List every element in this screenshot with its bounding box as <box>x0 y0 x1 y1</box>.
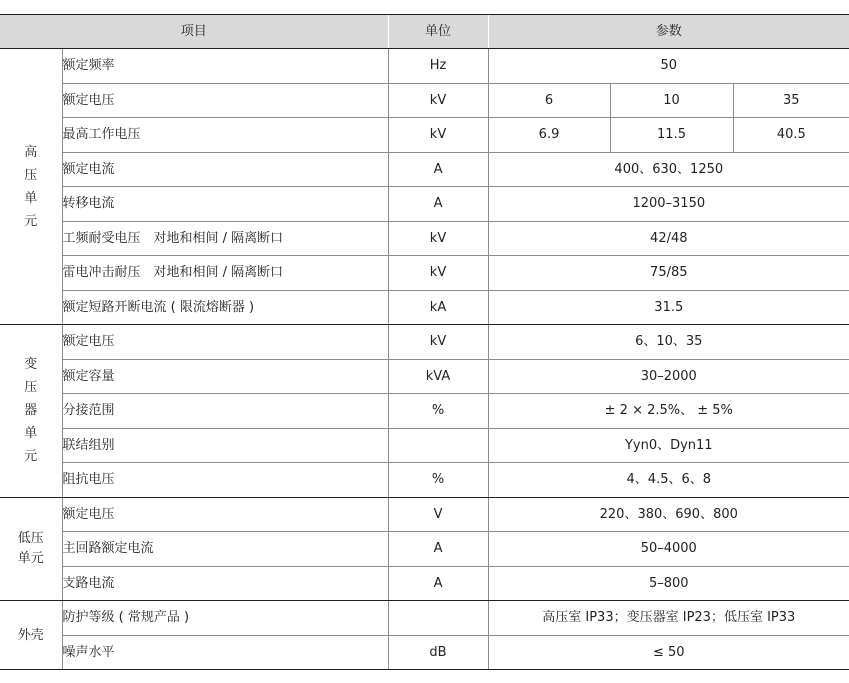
row-unit: kV <box>388 118 488 153</box>
row-unit: A <box>388 566 488 601</box>
table-row <box>0 601 849 636</box>
row-param-10kv: 10 <box>610 83 733 118</box>
row-unit: kV <box>388 256 488 291</box>
row-item: 防护等级 ( 常规产品 ) <box>62 601 388 636</box>
table-row <box>0 152 849 187</box>
table-row <box>0 359 849 394</box>
row-param: 50–4000 <box>488 532 849 567</box>
table-row <box>0 83 849 118</box>
row-param-10kv: 11.5 <box>610 118 733 153</box>
table-row <box>0 463 849 498</box>
row-unit: kV <box>388 325 488 360</box>
row-unit: A <box>388 152 488 187</box>
row-unit: kV <box>388 83 488 118</box>
row-item: 工频耐受电压 对地和相间 / 隔离断口 <box>62 221 388 256</box>
row-param: ≤ 50 <box>488 635 849 670</box>
table-row <box>0 256 849 291</box>
row-unit <box>388 428 488 463</box>
table-row <box>0 221 849 256</box>
row-unit: kVA <box>388 359 488 394</box>
header-item: 项目 <box>0 15 388 49</box>
table-row <box>0 118 849 153</box>
row-item: 支路电流 <box>62 566 388 601</box>
row-unit: Hz <box>388 49 488 84</box>
row-item: 额定电压 <box>62 83 388 118</box>
row-item: 雷电冲击耐压 对地和相间 / 隔离断口 <box>62 256 388 291</box>
row-param-6kv: 6.9 <box>488 118 610 153</box>
row-item: 额定电压 <box>62 325 388 360</box>
row-item: 主回路额定电流 <box>62 532 388 567</box>
row-param: ± 2 × 2.5%、 ± 5% <box>488 394 849 429</box>
row-param: 高压室 IP33；变压器室 IP23；低压室 IP33 <box>488 601 849 636</box>
group-label-shell: 外壳 <box>0 601 62 670</box>
row-unit: A <box>388 187 488 222</box>
row-param: 1200–3150 <box>488 187 849 222</box>
row-unit: % <box>388 394 488 429</box>
row-param: 31.5 <box>488 290 849 325</box>
row-param: 50 <box>488 49 849 84</box>
table-row <box>0 325 849 360</box>
row-param: 5–800 <box>488 566 849 601</box>
row-param: 75/85 <box>488 256 849 291</box>
row-unit: A <box>388 532 488 567</box>
header-unit: 单位 <box>388 15 488 49</box>
group-label-hv: 高压单元 <box>0 49 62 325</box>
row-item: 额定容量 <box>62 359 388 394</box>
row-item: 额定频率 <box>62 49 388 84</box>
row-item: 噪声水平 <box>62 635 388 670</box>
row-param: 6、10、35 <box>488 325 849 360</box>
row-item: 分接范围 <box>62 394 388 429</box>
row-param-35kv: 40.5 <box>733 118 849 153</box>
table-row <box>0 635 849 670</box>
table-row <box>0 497 849 532</box>
table-row <box>0 394 849 429</box>
group-label-transformer: 变压器单元 <box>0 325 62 498</box>
row-item: 额定电流 <box>62 152 388 187</box>
row-param-6kv: 6 <box>488 83 610 118</box>
row-param: 30–2000 <box>488 359 849 394</box>
header-param: 参数 <box>488 15 849 49</box>
row-unit: % <box>388 463 488 498</box>
table-row <box>0 532 849 567</box>
row-item: 额定短路开断电流 ( 限流熔断器 ) <box>62 290 388 325</box>
row-item: 阻抗电压 <box>62 463 388 498</box>
row-param-35kv: 35 <box>733 83 849 118</box>
row-item: 最高工作电压 <box>62 118 388 153</box>
row-item: 联结组别 <box>62 428 388 463</box>
table-row <box>0 290 849 325</box>
table-row <box>0 49 849 84</box>
row-unit: kV <box>388 221 488 256</box>
table-row <box>0 566 849 601</box>
row-item: 额定电压 <box>62 497 388 532</box>
row-item: 转移电流 <box>62 187 388 222</box>
table-row <box>0 428 849 463</box>
row-unit: kA <box>388 290 488 325</box>
row-param: Yyn0、Dyn11 <box>488 428 849 463</box>
spec-table <box>0 14 849 670</box>
row-unit <box>388 601 488 636</box>
table-header-row <box>0 15 849 49</box>
group-label-lv: 低压单元 <box>0 497 62 601</box>
row-unit: dB <box>388 635 488 670</box>
row-param: 400、630、1250 <box>488 152 849 187</box>
table-row <box>0 187 849 222</box>
row-param: 42/48 <box>488 221 849 256</box>
row-unit: V <box>388 497 488 532</box>
row-param: 220、380、690、800 <box>488 497 849 532</box>
row-param: 4、4.5、6、8 <box>488 463 849 498</box>
